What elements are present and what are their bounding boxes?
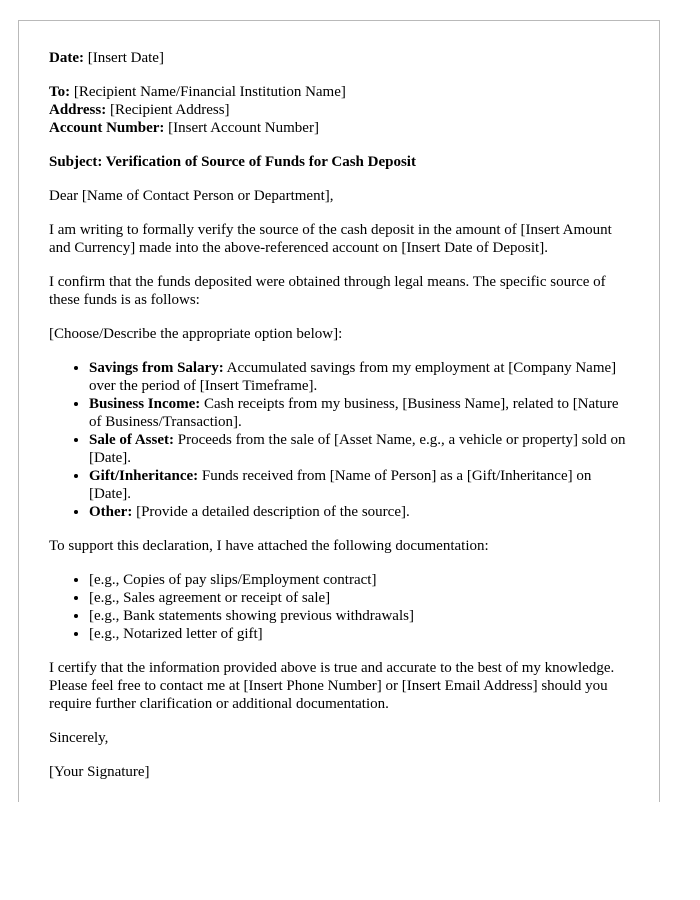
list-item: [89, 503, 629, 521]
support-paragraph: To support this declaration, I have attached the following documentation:: [49, 538, 489, 554]
option-label: Gift/Inheritance:: [89, 468, 199, 484]
account-number-value: [Insert Account Number]: [164, 120, 319, 136]
list-item: • [e.g., Sales agreement or receipt of sale]: [89, 589, 629, 607]
list-item: [89, 431, 629, 467]
confirm-paragraph: I confirm that the funds deposited were obtained through legal means. The specific source of these funds is as follows:: [49, 274, 606, 308]
date-line: [49, 49, 629, 67]
letter-header: [49, 49, 629, 137]
subject-line: [49, 153, 629, 171]
salutation: Dear [Name of Contact Person or Department],: [49, 188, 334, 204]
list-item: • [e.g., Copies of pay slips/Employment contract]: [89, 571, 629, 589]
list-item: [89, 395, 629, 431]
option-label: Sale of Asset:: [89, 432, 174, 448]
option-label: Business Income:: [89, 396, 201, 412]
intro-paragraph: I am writing to formally verify the source of the cash deposit in the amount of [Insert Amount and Currency] made into the above-referenced account on [Insert Date of Deposit].: [49, 222, 612, 256]
date-label: Date:: [49, 50, 84, 66]
account-number-label: Account Number:: [49, 120, 165, 136]
letter-page: [18, 20, 660, 802]
documentation-list: [49, 571, 629, 643]
to-label: To:: [49, 84, 71, 100]
date-value: [Insert Date]: [83, 50, 164, 66]
source-options-list: [49, 359, 629, 521]
subject-text: Subject: Verification of Source of Funds for Cash Deposit: [49, 154, 416, 170]
address-value: [Recipient Address]: [106, 102, 230, 118]
certify-paragraph: I certify that the information provided above is true and accurate to the best of my knowledge. Please feel free to contact me at [Insert Phone Number] or [Insert Email Address] should you require further clarification or additional documentation.: [49, 660, 615, 712]
closing: Sincerely,: [49, 730, 109, 746]
address-label: Address:: [49, 102, 107, 118]
list-item: [89, 467, 629, 503]
option-label: Other:: [89, 504, 133, 520]
option-text: Proceeds from the sale of [Asset Name, e.g., a vehicle or property] sold on [Date].: [89, 432, 626, 466]
to-line: [49, 83, 629, 101]
list-item: [89, 359, 629, 395]
choose-paragraph: [Choose/Describe the appropriate option below]:: [49, 326, 343, 342]
option-text: Cash receipts from my business, [Business Name], related to [Nature of Business/Transaction].: [89, 396, 619, 430]
to-value: [Recipient Name/Financial Institution Name]: [70, 84, 346, 100]
option-label: Savings from Salary:: [89, 360, 224, 376]
list-item: • [e.g., Notarized letter of gift]: [89, 625, 629, 643]
address-line: [49, 101, 629, 119]
option-text: Funds received from [Name of Person] as a [Gift/Inheritance] on [Date].: [89, 468, 592, 502]
signature: [Your Signature]: [49, 764, 150, 780]
option-text: Accumulated savings from my employment at [Company Name] over the period of [Insert Timeframe].: [89, 360, 617, 394]
list-item: • [e.g., Bank statements showing previous withdrawals]: [89, 607, 629, 625]
account-number-line: [49, 119, 629, 137]
option-text: [Provide a detailed description of the source].: [132, 504, 410, 520]
